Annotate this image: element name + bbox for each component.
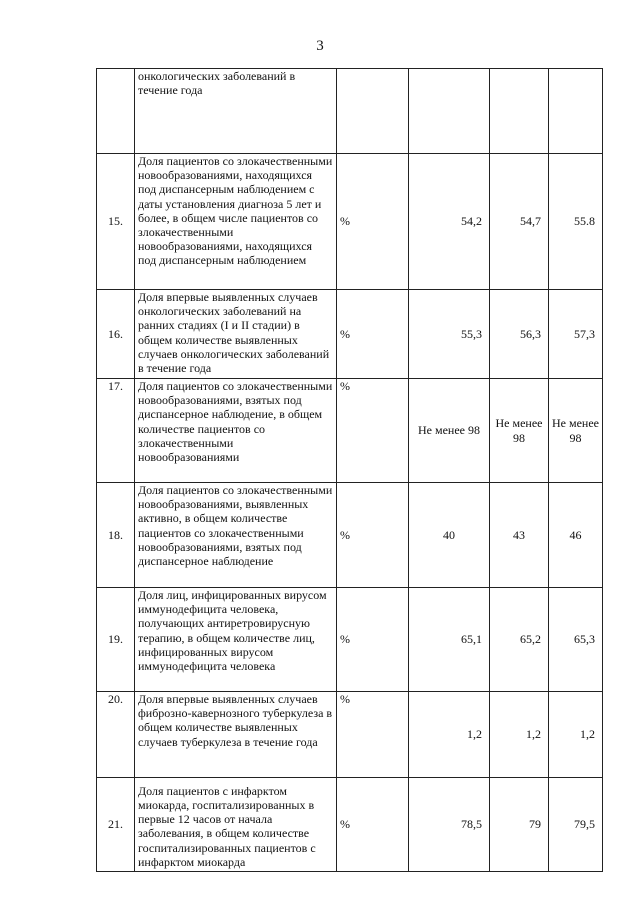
value-year-3: 1,2 bbox=[549, 692, 603, 778]
value-year-2: 56,3 bbox=[490, 290, 549, 379]
value-year-2: Не менее 98 bbox=[490, 379, 549, 483]
unit bbox=[337, 69, 409, 154]
unit: % bbox=[337, 379, 409, 483]
indicator-name: онкологических заболеваний в течение года bbox=[135, 69, 337, 154]
row-number bbox=[97, 69, 135, 154]
page-number: 3 bbox=[316, 38, 324, 54]
unit: % bbox=[337, 588, 409, 692]
table-row bbox=[97, 778, 603, 872]
value-year-3: Не менее 98 bbox=[549, 379, 603, 483]
table-row bbox=[97, 692, 603, 778]
row-number: 15. bbox=[97, 154, 135, 290]
value-year-3: 55.8 bbox=[549, 154, 603, 290]
row-number: 20. bbox=[97, 692, 135, 778]
unit: % bbox=[337, 483, 409, 588]
indicator-name: Доля впервые выявленных случаев фиброзно-кавернозного туберкулеза в общем количестве выявленных случаев туберкулеза в течение года bbox=[135, 692, 337, 778]
indicator-name: Доля впервые выявленных случаев онкологических заболеваний на ранних стадиях (I и II стадии) в общем количестве выявленных случаев онкологических заболеваний в течение года bbox=[135, 290, 337, 379]
value-year-1: 54,2 bbox=[409, 154, 490, 290]
unit: % bbox=[337, 778, 409, 872]
unit: % bbox=[337, 290, 409, 379]
indicator-name: Доля пациентов со злокачественными новообразованиями, взятых под диспансерное наблюдение, в общем количестве пациентов со злокачественными новообразованиями bbox=[135, 379, 337, 483]
value-year-2: 43 bbox=[490, 483, 549, 588]
table-row bbox=[97, 588, 603, 692]
table-row bbox=[97, 290, 603, 379]
table-row bbox=[97, 154, 603, 290]
value-year-1: 78,5 bbox=[409, 778, 490, 872]
value-year-1 bbox=[409, 69, 490, 154]
value-year-3: 57,3 bbox=[549, 290, 603, 379]
row-number: 17. bbox=[97, 379, 135, 483]
value-year-2: 65,2 bbox=[490, 588, 549, 692]
value-year-1: 40 bbox=[409, 483, 490, 588]
value-year-3 bbox=[549, 69, 603, 154]
indicator-name: Доля пациентов со злокачественными новообразованиями, находящихся под диспансерным наблюдением с даты установления диагноза 5 лет и более, в общем числе пациентов со злокачественными новообразованиями, находящихся под диспансерным наблюдением bbox=[135, 154, 337, 290]
indicator-name: Доля пациентов со злокачественными новообразованиями, выявленных активно, в общем количестве пациентов со злокачественными новообразованиями, взятых под диспансерное наблюдение bbox=[135, 483, 337, 588]
row-number: 21. bbox=[97, 778, 135, 872]
row-number: 16. bbox=[97, 290, 135, 379]
indicator-name: Доля лиц, инфицированных вирусом иммунодефицита человека, получающих антиретровирусную терапию, в общем количестве лиц, инфицированных вирусом иммунодефицита человека bbox=[135, 588, 337, 692]
unit: % bbox=[337, 154, 409, 290]
value-year-3: 65,3 bbox=[549, 588, 603, 692]
indicator-name: Доля пациентов с инфарктом миокарда, госпитализированных в первые 12 часов от начала заболевания, в общем количестве госпитализированных пациентов с инфарктом миокарда bbox=[135, 778, 337, 872]
value-year-1: 55,3 bbox=[409, 290, 490, 379]
table-row bbox=[97, 379, 603, 483]
value-year-2: 79 bbox=[490, 778, 549, 872]
unit: % bbox=[337, 692, 409, 778]
table-row bbox=[97, 69, 603, 154]
value-year-2 bbox=[490, 69, 549, 154]
value-year-1: Не менее 98 bbox=[409, 379, 490, 483]
value-year-2: 1,2 bbox=[490, 692, 549, 778]
row-number: 19. bbox=[97, 588, 135, 692]
value-year-1: 1,2 bbox=[409, 692, 490, 778]
value-year-3: 79,5 bbox=[549, 778, 603, 872]
value-year-3: 46 bbox=[549, 483, 603, 588]
indicators-table bbox=[96, 68, 603, 872]
value-year-2: 54,7 bbox=[490, 154, 549, 290]
table-row bbox=[97, 483, 603, 588]
value-year-1: 65,1 bbox=[409, 588, 490, 692]
row-number: 18. bbox=[97, 483, 135, 588]
